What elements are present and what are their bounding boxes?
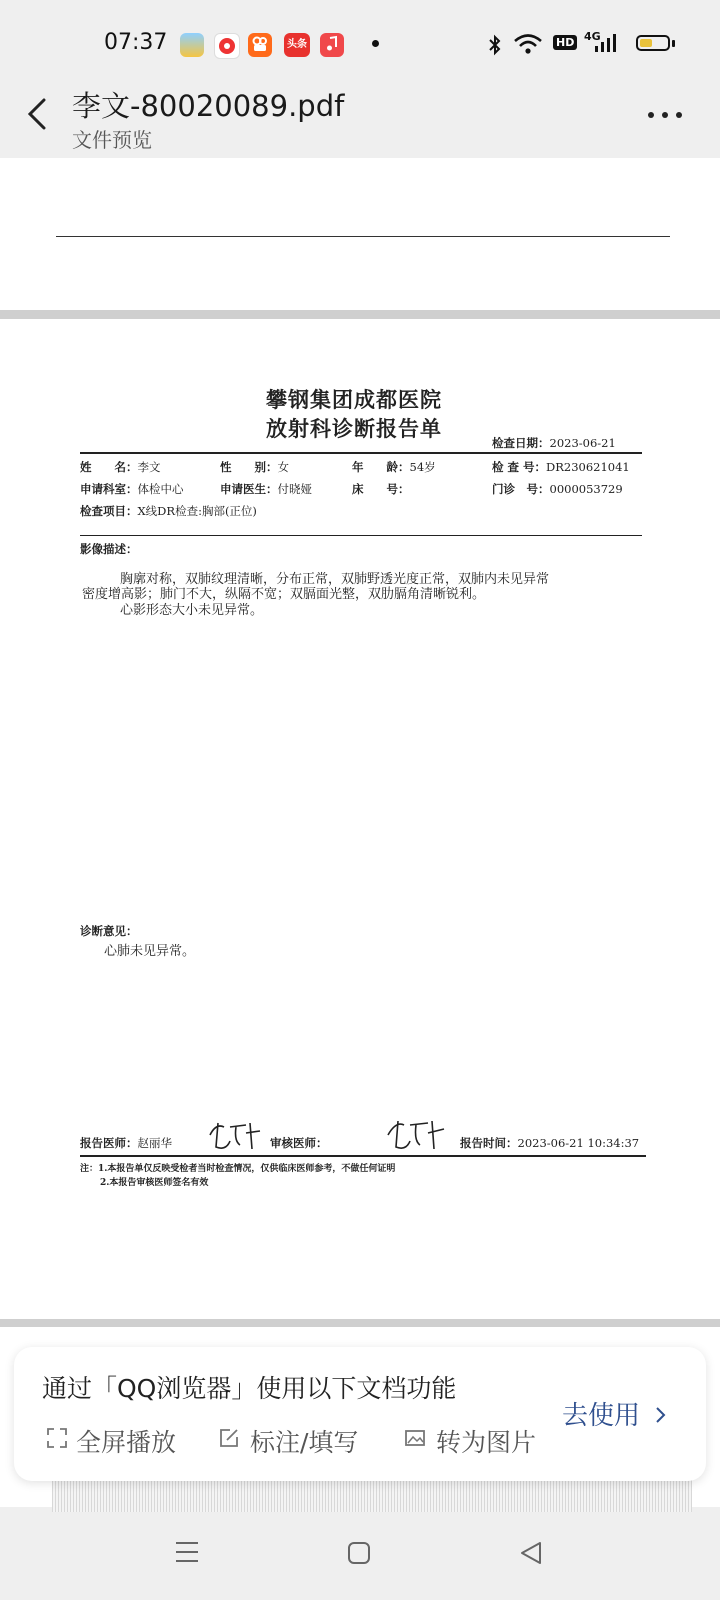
to-image-button[interactable]: 转为图片: [436, 1428, 537, 1457]
music-icon: [320, 33, 344, 57]
app-header: [0, 70, 720, 158]
system-nav-bar: [0, 1512, 720, 1600]
footer-rule: [80, 1155, 646, 1157]
signal-icon: [594, 34, 616, 54]
desc-line-1: 胸廓对称，双肺纹理清晰，分布正常，双肺野透光度正常，双肺内未见异常: [120, 572, 550, 587]
battery-level: [640, 39, 652, 47]
note-line-1: 注：1.本报告单仅反映受检者当时检查情况，仅供临床医师参考，不做任何证明: [80, 1164, 396, 1174]
file-title: 李文-80020089.pdf: [72, 89, 345, 123]
patient-name: 姓 名：李文: [80, 460, 161, 474]
report-time: 报告时间：2023-06-21 10:34:37: [460, 1136, 640, 1150]
pdf-page-2: [0, 319, 720, 1319]
file-subtitle: 文件预览: [72, 128, 152, 152]
diagnosis-heading: 诊断意见：: [80, 924, 138, 938]
desc-heading: 影像描述：: [80, 542, 138, 556]
patient-age: 年 龄：54岁: [352, 460, 436, 474]
report-title: 放射科诊断报告单: [266, 416, 442, 441]
annotate-button[interactable]: 标注/填写: [250, 1428, 359, 1457]
go-use-label: 去使用: [562, 1401, 641, 1431]
exam-item: 检查项目：X线DR检查:胸部(正位): [80, 504, 257, 518]
request-doctor: 申请医生：付晓娅: [220, 482, 312, 496]
hd-badge: HD: [553, 35, 577, 50]
review-doctor-signature: [384, 1115, 448, 1153]
menu-icon[interactable]: [174, 1540, 200, 1564]
wifi-icon: [513, 33, 543, 55]
pdf-page-1: [0, 158, 720, 310]
desc-line-3: 心影形态大小未见异常。: [120, 603, 264, 618]
status-time: 07:37: [104, 30, 168, 55]
qq-browser-promo-card: [14, 1347, 706, 1481]
report-doctor: 报告医师：赵丽华: [80, 1136, 172, 1150]
weather-icon: [180, 33, 204, 57]
review-doctor-label: 审核医师：: [270, 1136, 328, 1150]
patient-sex: 性 别：女: [220, 460, 289, 474]
back-arrow-icon[interactable]: [22, 92, 56, 136]
exam-date-row: [492, 435, 616, 451]
exam-date-value: 2023-06-21: [549, 436, 616, 450]
next-page-preview: [52, 1478, 692, 1513]
info-rule: [80, 535, 642, 536]
note-line-2: 2.本报告审核医师签名有效: [100, 1178, 209, 1188]
page-separator: [0, 310, 720, 319]
diagnosis-text: 心肺未见异常。: [104, 944, 196, 959]
header-rule: [80, 452, 642, 454]
bluetooth-icon: [487, 34, 503, 56]
hospital-name: 攀钢集团成都医院: [266, 387, 442, 412]
battery-icon: [636, 35, 670, 51]
edit-icon[interactable]: [218, 1427, 240, 1449]
request-dept: 申请科室：体检中心: [80, 482, 184, 496]
bed-number: 床 号：: [352, 482, 410, 496]
go-use-button[interactable]: [562, 1395, 668, 1432]
promo-text: 通过「QQ浏览器」使用以下文档功能: [42, 1374, 457, 1403]
exam-date-label: 检查日期：: [492, 436, 550, 450]
exam-number: 检 查 号：DR230621041: [492, 460, 630, 474]
desc-line-2: 密度增高影；肺门不大，纵隔不宽；双膈面光整，双肋膈角清晰锐利。: [82, 587, 486, 602]
notification-dot-icon: [372, 40, 379, 47]
network-label: 4G: [584, 30, 601, 43]
red-app-icon: [214, 33, 240, 59]
page-separator: [0, 1319, 720, 1327]
battery-tip: [672, 40, 675, 47]
chevron-right-icon: [654, 1405, 668, 1425]
clinic-number: 门诊 号：0000053729: [492, 482, 623, 496]
fullscreen-button[interactable]: 全屏播放: [76, 1428, 177, 1457]
fullscreen-icon[interactable]: [46, 1427, 68, 1449]
back-icon[interactable]: [518, 1540, 544, 1566]
toutiao-icon: 头条: [284, 33, 310, 57]
home-icon[interactable]: [346, 1540, 372, 1566]
page-rule: [56, 236, 670, 237]
kuaishou-icon: [248, 33, 272, 57]
image-icon[interactable]: [404, 1427, 426, 1449]
report-doctor-signature: [206, 1117, 264, 1153]
more-menu-icon[interactable]: [648, 106, 688, 126]
